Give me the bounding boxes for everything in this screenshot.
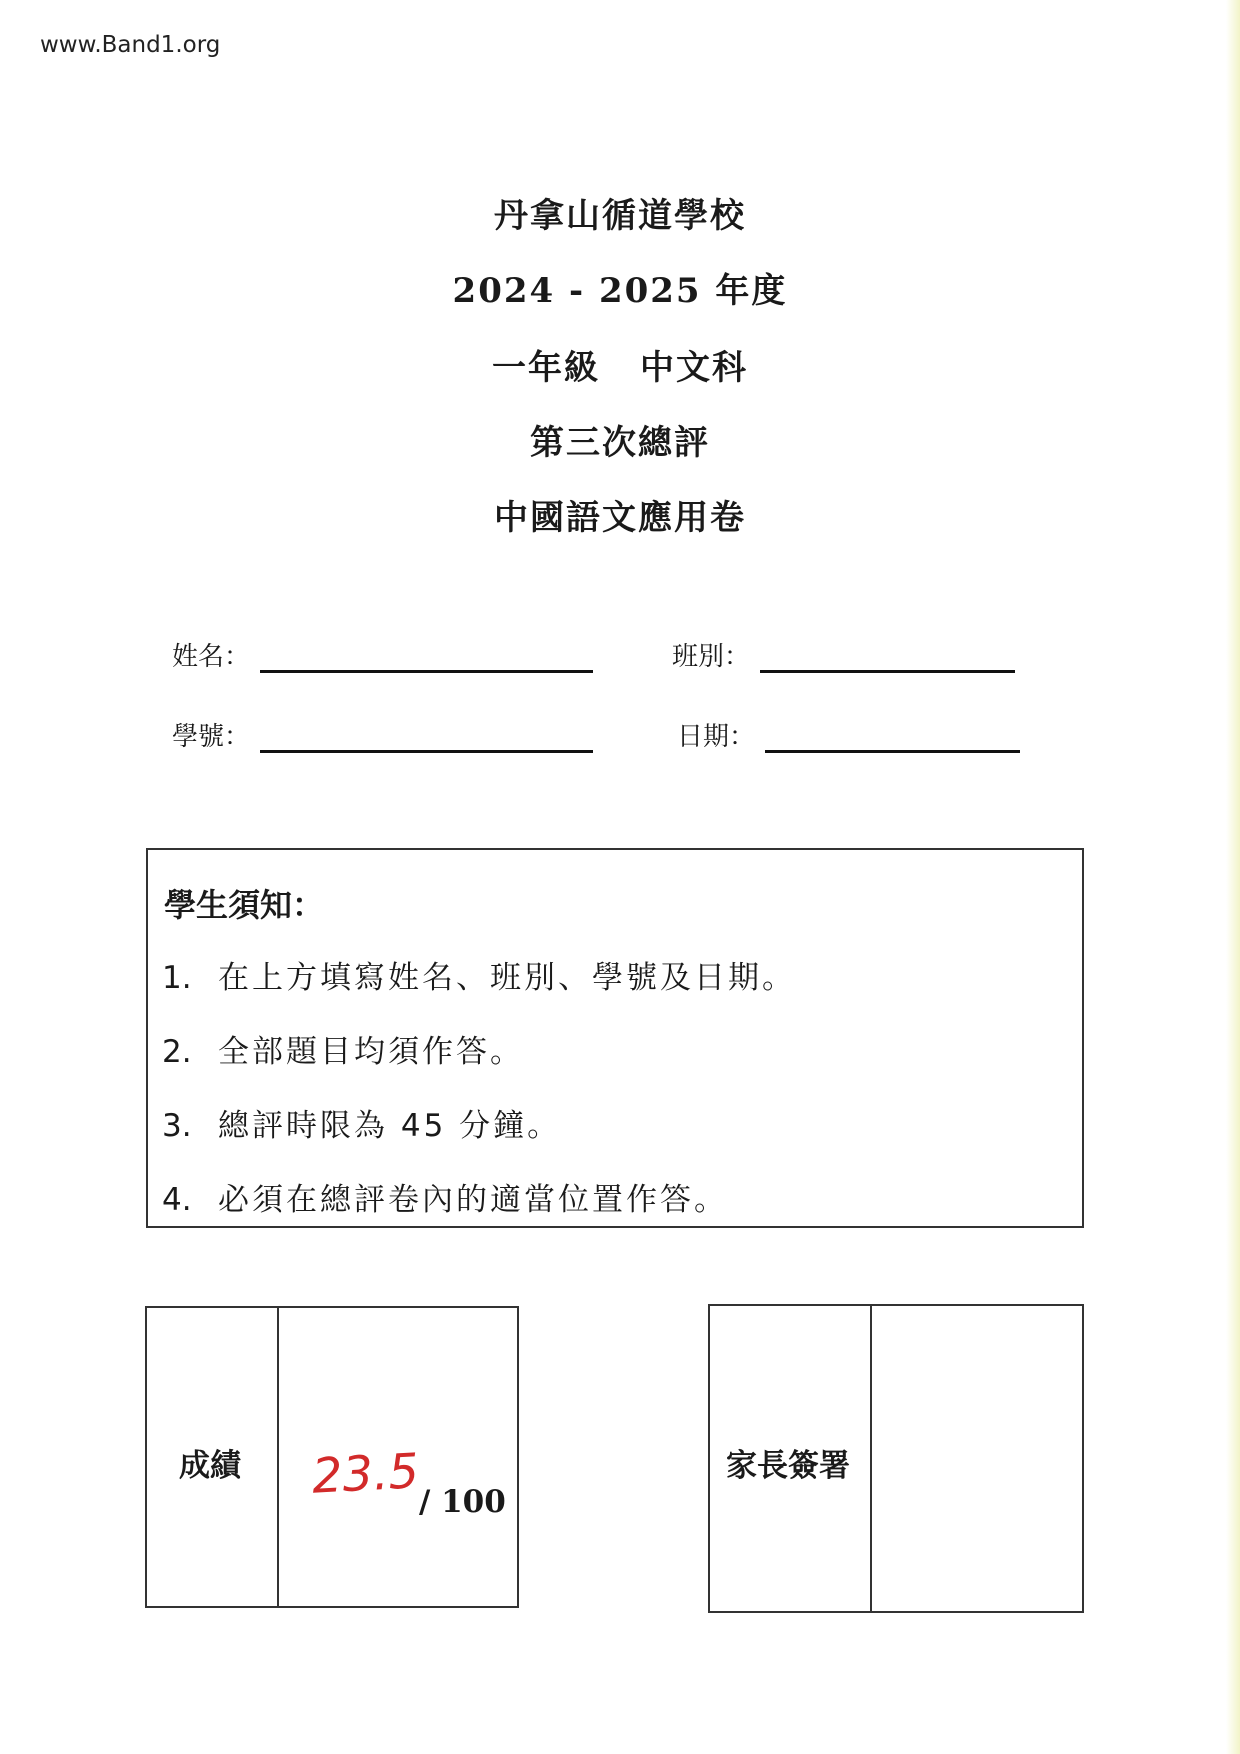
score-total: / 100 <box>419 1484 506 1520</box>
class-label: 班別： <box>672 642 751 672</box>
parent-signature-box[interactable] <box>708 1304 1084 1613</box>
class-input-line[interactable] <box>760 644 1015 673</box>
school-name: 丹拿山循道學校 <box>494 196 746 236</box>
parent-signature-label: 家長簽署 <box>726 1448 850 1484</box>
exam-title: 第三次總評 <box>530 423 710 463</box>
student-no-input-line[interactable] <box>260 724 593 753</box>
notice-item <box>162 1174 728 1219</box>
school-year: 2024 - 2025 年度 <box>452 271 788 311</box>
score-divider <box>277 1308 279 1606</box>
notice-item-number: 4. <box>162 1182 192 1218</box>
date-field[interactable] <box>677 716 1020 753</box>
notice-item-text: 必須在總評卷內的適當位置作答。 <box>218 1182 728 1218</box>
notice-item <box>162 1100 561 1145</box>
parent-signature-divider <box>870 1306 872 1611</box>
class-field[interactable] <box>672 636 1015 673</box>
notice-item-number: 3. <box>162 1108 192 1144</box>
name-field[interactable] <box>172 636 593 673</box>
grade-subject <box>0 340 1240 389</box>
student-no-label: 學號： <box>172 722 251 752</box>
date-label: 日期： <box>677 722 756 752</box>
score-box <box>145 1306 519 1608</box>
name-input-line[interactable] <box>260 644 593 673</box>
subject: 中文科 <box>640 348 748 388</box>
notice-item <box>162 952 796 997</box>
notice-item-text: 全部題目均須作答。 <box>218 1034 524 1070</box>
student-no-field[interactable] <box>172 716 593 753</box>
notice-item-text: 總評時限為 45 分鐘。 <box>218 1108 562 1144</box>
notice-item-number: 1. <box>162 960 192 996</box>
watermark: www.Band1.org <box>40 32 221 58</box>
date-input-line[interactable] <box>765 724 1020 753</box>
notice-item-number: 2. <box>162 1034 192 1070</box>
score-label: 成績 <box>179 1448 241 1484</box>
notice-item <box>162 1026 524 1071</box>
score-value-handwritten: 23.5 <box>310 1443 421 1505</box>
notice-title: 學生須知： <box>164 886 325 924</box>
notice-item-text: 在上方填寫姓名、班別、學號及日期。 <box>218 960 796 996</box>
student-notice-box <box>146 848 1084 1228</box>
paper-title: 中國語文應用卷 <box>494 498 746 538</box>
name-label: 姓名： <box>172 642 251 672</box>
grade: 一年級 <box>492 348 600 388</box>
